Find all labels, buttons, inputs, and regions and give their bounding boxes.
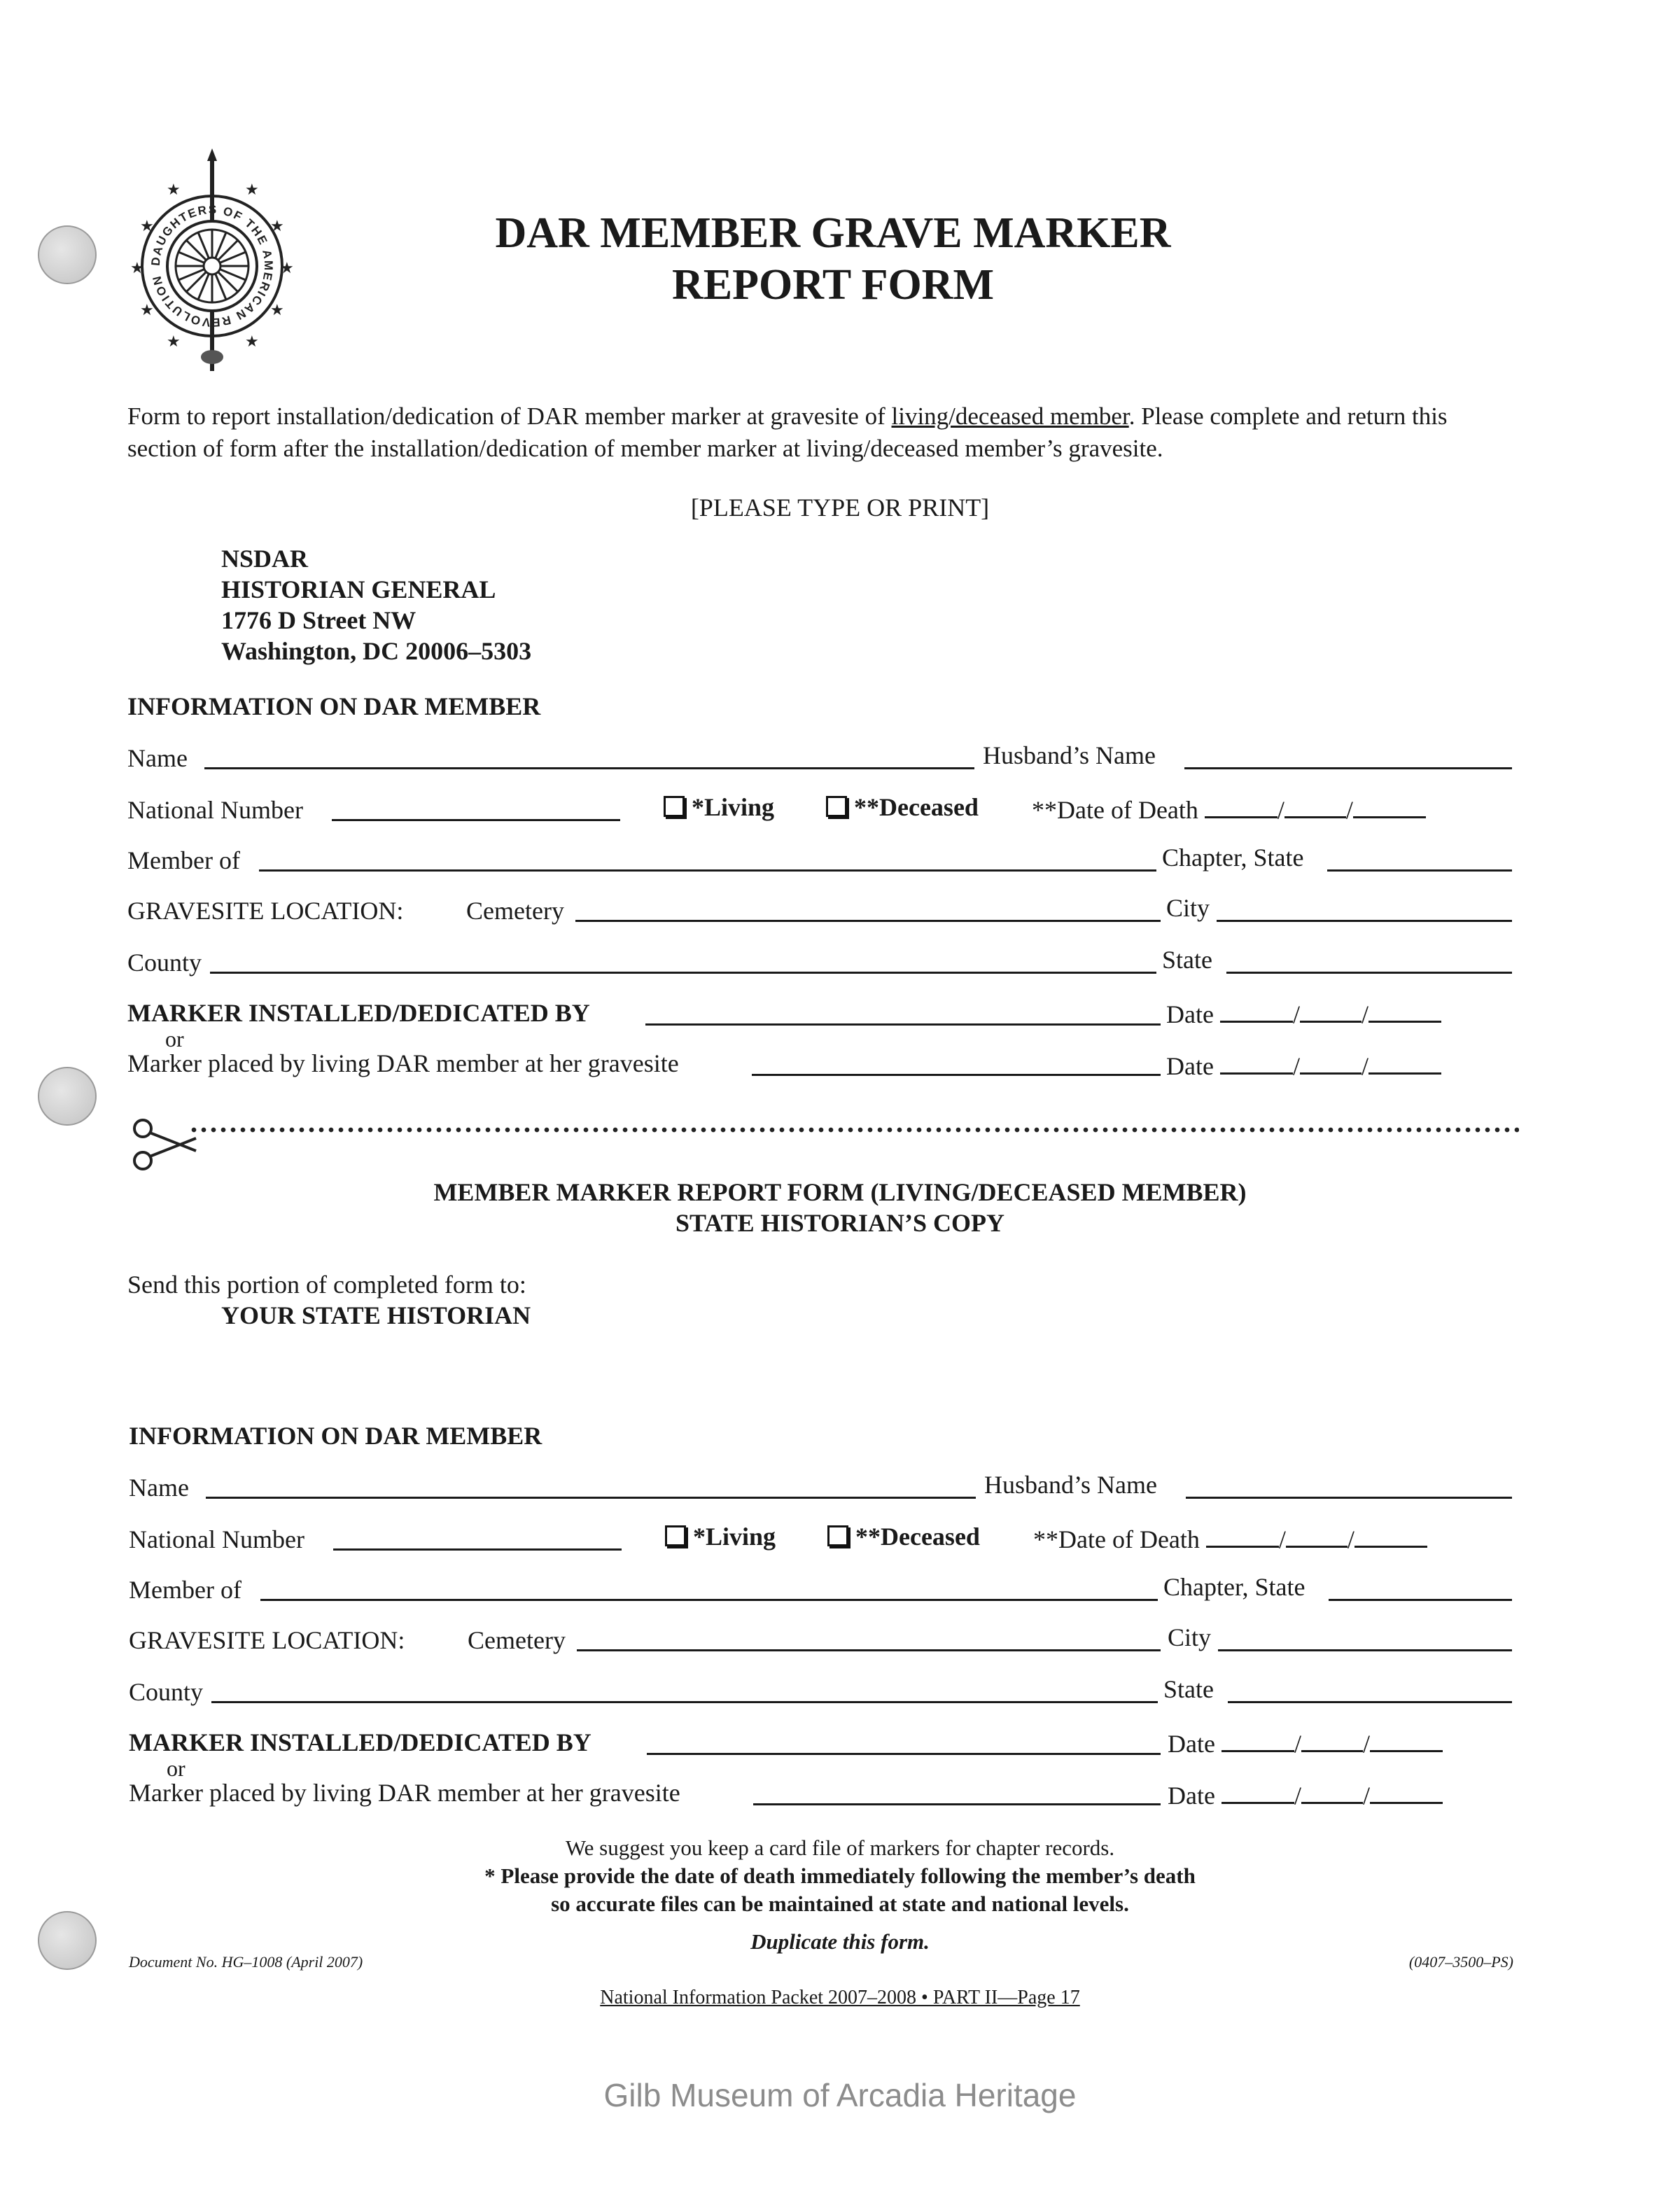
copy-heading-line1: MEMBER MARKER REPORT FORM (LIVING/DECEASED MEMBER) bbox=[433, 1178, 1247, 1206]
section1-placed-date-label: Date bbox=[1166, 1052, 1214, 1080]
section1-state-field[interactable] bbox=[1226, 972, 1512, 974]
section1-date-of-death-label: **Date of Death bbox=[1032, 796, 1198, 824]
dar-seal-logo bbox=[125, 147, 300, 378]
address-line-4: Washington, DC 20006–5303 bbox=[221, 637, 532, 665]
svg-text:★: ★ bbox=[140, 218, 154, 235]
form-title-line1: DAR MEMBER GRAVE MARKER bbox=[495, 209, 1171, 257]
section2-living-label: *Living bbox=[693, 1523, 776, 1551]
section1-marker-installed-field[interactable] bbox=[645, 1023, 1161, 1026]
page-reference-text: National Information Packet 2007–2008 • PART II—Page 17 bbox=[600, 1987, 1080, 2008]
type-or-print-instruction: [PLEASE TYPE OR PRINT] bbox=[690, 494, 990, 522]
section1-marker-placed-label: Marker placed by living DAR member at her gravesite bbox=[127, 1049, 679, 1077]
svg-text:★: ★ bbox=[140, 302, 154, 319]
section1-county-label: County bbox=[127, 949, 202, 977]
section2-national-number-label: National Number bbox=[129, 1525, 304, 1553]
mailing-address bbox=[221, 543, 531, 666]
section1-cemetery-field[interactable] bbox=[575, 920, 1161, 922]
section2-name-label: Name bbox=[129, 1474, 189, 1502]
svg-text:★: ★ bbox=[130, 260, 144, 277]
section1-state-label: State bbox=[1162, 946, 1212, 974]
section2-husband-name-label: Husband’s Name bbox=[984, 1471, 1157, 1499]
section2-marker-installed-field[interactable] bbox=[647, 1753, 1161, 1755]
scissors-icon bbox=[129, 1117, 199, 1173]
intro-underlined-text: living/deceased member bbox=[891, 403, 1129, 430]
section2-gravesite-label: GRAVESITE LOCATION: bbox=[129, 1626, 405, 1654]
section2-marker-installed-label: MARKER INSTALLED/DEDICATED BY bbox=[129, 1728, 592, 1756]
send-to-label: Send this portion of completed form to: bbox=[127, 1271, 526, 1299]
punch-hole-bottom bbox=[38, 1911, 97, 1970]
date-of-death-note-line1: * Please provide the date of death immediately following the member’s death bbox=[484, 1863, 1196, 1888]
section1-name-label: Name bbox=[127, 744, 188, 772]
section2-national-number-field[interactable] bbox=[333, 1548, 622, 1551]
section1-city-field[interactable] bbox=[1217, 920, 1512, 922]
date-of-death-note-line2: so accurate files can be maintained at state and national levels. bbox=[551, 1891, 1129, 1916]
section2-date-of-death[interactable]: **Date of Death / / bbox=[1033, 1522, 1427, 1554]
copy-heading-line2: STATE HISTORIAN’S COPY bbox=[675, 1209, 1005, 1237]
checkbox-icon bbox=[665, 1525, 686, 1546]
section2-county-label: County bbox=[129, 1678, 204, 1706]
section1-gravesite-label: GRAVESITE LOCATION: bbox=[127, 897, 404, 925]
form-title-line2: REPORT FORM bbox=[672, 261, 994, 309]
section2-state-field[interactable] bbox=[1228, 1701, 1512, 1703]
section2-chapter-state-field[interactable] bbox=[1329, 1599, 1512, 1601]
section1-national-number-field[interactable] bbox=[332, 819, 620, 821]
section2-marker-placed-field[interactable] bbox=[753, 1803, 1161, 1805]
checkbox-icon bbox=[826, 796, 847, 817]
section2-member-of-label: Member of bbox=[129, 1576, 241, 1604]
section2-member-of-field[interactable] bbox=[260, 1599, 1158, 1601]
state-historian-recipient: YOUR STATE HISTORIAN bbox=[221, 1301, 531, 1329]
address-line-2: HISTORIAN GENERAL bbox=[221, 575, 496, 603]
address-line-3: 1776 D Street NW bbox=[221, 606, 416, 634]
svg-text:DAUGHTERS OF THE AMERICAN REVO: DAUGHTERS OF THE AMERICAN REVOLUTION bbox=[148, 202, 276, 330]
intro-text-after: . Please complete and return this section of form after the installation/dedication of member marker at living/deceased member’s gravesite. bbox=[127, 403, 1448, 462]
section2-installed-date[interactable]: Date / / bbox=[1168, 1726, 1443, 1758]
section2-husband-name-field[interactable] bbox=[1186, 1497, 1512, 1499]
section2-name-field[interactable] bbox=[206, 1497, 976, 1499]
section2-cemetery-label: Cemetery bbox=[468, 1626, 566, 1654]
section1-date-of-death[interactable]: **Date of Death / / bbox=[1032, 792, 1426, 825]
section1-national-number-label: National Number bbox=[127, 796, 303, 824]
section2-city-field[interactable] bbox=[1218, 1649, 1512, 1651]
section1-marker-installed-label: MARKER INSTALLED/DEDICATED BY bbox=[127, 999, 590, 1027]
section1-husband-name-field[interactable] bbox=[1184, 767, 1512, 769]
section1-deceased-checkbox[interactable] bbox=[826, 792, 979, 822]
section1-marker-placed-field[interactable] bbox=[752, 1074, 1161, 1076]
section2-or-label: or bbox=[167, 1756, 186, 1781]
section1-placed-date[interactable]: Date / / bbox=[1166, 1049, 1441, 1081]
svg-text:★: ★ bbox=[167, 333, 181, 351]
section1-installed-date[interactable]: Date / / bbox=[1166, 997, 1441, 1029]
punch-hole-middle bbox=[38, 1067, 97, 1126]
intro-paragraph bbox=[127, 400, 1513, 465]
section2-deceased-checkbox[interactable] bbox=[827, 1522, 980, 1551]
section1-husband-name-label: Husband’s Name bbox=[983, 741, 1156, 769]
svg-text:★: ★ bbox=[167, 181, 181, 199]
section1-member-of-field[interactable] bbox=[259, 869, 1156, 872]
checkbox-icon bbox=[827, 1525, 848, 1546]
section1-cemetery-label: Cemetery bbox=[466, 897, 564, 925]
section2-state-label: State bbox=[1163, 1675, 1214, 1703]
checkbox-icon bbox=[664, 796, 685, 817]
page-reference bbox=[350, 1987, 1330, 2009]
svg-text:★: ★ bbox=[270, 218, 284, 235]
document-number: Document No. HG–1008 (April 2007) bbox=[129, 1953, 363, 1971]
svg-text:★: ★ bbox=[245, 333, 259, 351]
svg-text:★: ★ bbox=[280, 260, 294, 277]
cut-line-dotted bbox=[189, 1126, 1519, 1134]
intro-text-before: Form to report installation/dedication of DAR member marker at gravesite of bbox=[127, 403, 892, 430]
section1-living-label: *Living bbox=[692, 793, 775, 821]
section2-marker-placed-label: Marker placed by living DAR member at her gravesite bbox=[129, 1779, 680, 1807]
section1-member-of-label: Member of bbox=[127, 846, 240, 874]
museum-watermark: Gilb Museum of Arcadia Heritage bbox=[603, 2077, 1077, 2113]
section1-city-label: City bbox=[1166, 894, 1210, 922]
duplicate-instruction: Duplicate this form. bbox=[750, 1929, 930, 1954]
section1-deceased-label: **Deceased bbox=[854, 793, 979, 821]
form-code: (0407–3500–PS) bbox=[1408, 1953, 1513, 1971]
section2-placed-date[interactable]: Date / / bbox=[1168, 1778, 1443, 1810]
section2-heading: INFORMATION ON DAR MEMBER bbox=[129, 1422, 542, 1450]
punch-hole-top bbox=[38, 225, 97, 284]
section1-county-field[interactable] bbox=[210, 972, 1156, 974]
section2-deceased-label: **Deceased bbox=[855, 1523, 980, 1551]
svg-text:★: ★ bbox=[245, 181, 259, 199]
section1-chapter-state-field[interactable] bbox=[1327, 869, 1512, 872]
section1-or-label: or bbox=[165, 1026, 184, 1051]
section1-name-field[interactable] bbox=[204, 767, 974, 769]
section2-cemetery-field[interactable] bbox=[577, 1649, 1161, 1651]
section2-chapter-state-label: Chapter, State bbox=[1163, 1573, 1306, 1601]
card-file-suggestion: We suggest you keep a card file of markers for chapter records. bbox=[565, 1835, 1115, 1860]
section2-date-of-death-label: **Date of Death bbox=[1033, 1525, 1200, 1553]
section1-living-checkbox[interactable] bbox=[664, 792, 774, 822]
section2-installed-date-label: Date bbox=[1168, 1730, 1215, 1758]
svg-text:★: ★ bbox=[270, 302, 284, 319]
address-line-1: NSDAR bbox=[221, 545, 309, 573]
section2-living-checkbox[interactable] bbox=[665, 1522, 776, 1551]
section2-placed-date-label: Date bbox=[1168, 1782, 1215, 1810]
section2-county-field[interactable] bbox=[211, 1701, 1158, 1703]
section2-city-label: City bbox=[1168, 1623, 1212, 1651]
section1-heading: INFORMATION ON DAR MEMBER bbox=[127, 692, 541, 720]
section1-installed-date-label: Date bbox=[1166, 1000, 1214, 1028]
section1-chapter-state-label: Chapter, State bbox=[1162, 844, 1304, 872]
